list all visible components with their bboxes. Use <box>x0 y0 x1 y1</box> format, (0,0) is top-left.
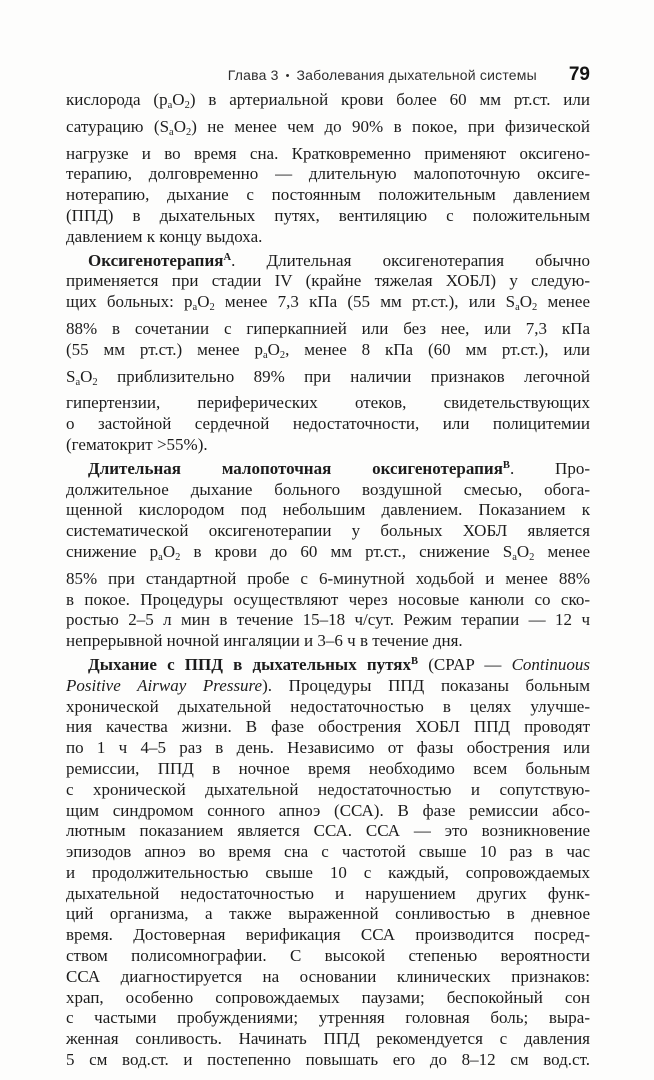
text-line <box>66 367 590 394</box>
text-line <box>66 456 590 480</box>
text-line <box>66 521 590 542</box>
bold-text: Оксигенотерапия <box>88 250 224 270</box>
text-line <box>66 821 590 842</box>
paragraph <box>66 248 590 456</box>
text-run: ростью 2–5 л мин в течение 15–18 ч/сут. Режим терапии — 12 ч <box>66 610 590 630</box>
text-line <box>66 292 590 319</box>
text-run: по 1 ч 4–5 раз в день. Независимо от фазы обострения или <box>66 738 590 758</box>
text-run: храп, особенно сопровождаемых паузами; беспокойный сон <box>66 987 590 1007</box>
bold-text: Дыхание с ППД в дыхательных путях <box>88 654 412 674</box>
text-line <box>66 185 590 206</box>
text-run: ). Процедуры ППД показаны больным <box>262 675 590 695</box>
text-line <box>66 248 590 272</box>
text-line <box>66 1050 590 1071</box>
text-run: менее <box>537 292 591 312</box>
text-line <box>66 925 590 946</box>
subscript-text: а <box>512 551 517 563</box>
text-run: . Про- <box>509 458 590 478</box>
subscript-text: 2 <box>529 551 535 563</box>
text-line <box>66 1008 590 1029</box>
text-line <box>66 480 590 501</box>
text-run: O <box>173 116 186 136</box>
paragraph <box>66 652 590 1071</box>
text-line <box>66 227 590 248</box>
subscript-text: а <box>192 302 198 314</box>
text-line <box>66 967 590 988</box>
text-run: S <box>66 366 76 386</box>
text-run: время. Достоверная верификация ССА производится посред- <box>66 925 590 945</box>
text-line <box>66 206 590 227</box>
text-run: . Длительная оксигенотерапия обычно <box>231 250 590 270</box>
italic-text: Continuous <box>511 654 590 674</box>
text-run: O <box>197 292 210 312</box>
text-run: с хронической дыхательной недостаточностью и сопутствую- <box>66 779 590 799</box>
text-run: менее 7,3 кПа (55 мм рт.ст.), или S <box>214 292 516 312</box>
text-run: ством полисомнографии. С высокой степенью вероятности <box>66 946 590 966</box>
text-run: O <box>172 90 185 109</box>
section-title: Заболевания дыхательной системы <box>296 67 537 83</box>
running-header <box>66 64 590 86</box>
text-run: , менее 8 кПа (60 мм рт.ст.), или <box>285 339 590 359</box>
text-run: O <box>80 366 93 386</box>
text-run: о застойной сердечной недостаточности, или полицитемии <box>66 414 590 434</box>
subscript-text: 2 <box>184 100 190 111</box>
text-run: ) не менее чем до 90% в покое, при физической <box>191 116 590 136</box>
text-line <box>66 780 590 801</box>
text-run: давлением к концу выдоха. <box>66 226 263 246</box>
subscript-text: 2 <box>185 126 192 138</box>
text-line <box>66 738 590 759</box>
subscript-text: а <box>167 100 173 111</box>
text-line <box>66 759 590 780</box>
text-line <box>66 90 590 117</box>
text-run: с частыми пробуждениями; утренняя головная боль; выра- <box>66 1008 590 1028</box>
bold-text: Длительная малопоточная оксигенотерапия <box>88 458 503 478</box>
subscript-text: 2 <box>279 349 286 361</box>
text-run: хронической дыхательной недостаточностью в целях улучше- <box>66 696 590 716</box>
text-line <box>66 319 590 340</box>
text-run: щенной кислородом под небольшим давлением. Показанием к <box>66 500 590 520</box>
text-run: O <box>519 292 533 312</box>
text-line <box>66 117 590 144</box>
text-run: в покое. Процедуры осуществляют через носовые канюли со ско- <box>66 589 590 609</box>
text-line <box>66 610 590 631</box>
paragraph <box>66 90 590 248</box>
text-run: (ППД) в дыхательных путях, вентиляцию с положительным <box>66 205 590 225</box>
text-run: 5 см вод.ст. и постепенно повышать его до 8–12 см вод.ст. <box>66 1050 590 1070</box>
text-run: снижение p <box>66 541 159 561</box>
text-run: лютным показанием является ССА. ССА — это возникновение <box>66 821 590 841</box>
text-run: кислорода (p <box>66 90 168 109</box>
text-line <box>66 946 590 967</box>
text-line <box>66 717 590 738</box>
subscript-text: а <box>158 551 163 563</box>
subscript-text: 2 <box>175 551 181 563</box>
text-line <box>66 904 590 925</box>
text-line <box>66 569 590 590</box>
subscript-text: а <box>515 302 520 314</box>
text-line <box>66 676 590 697</box>
paragraph <box>66 456 590 652</box>
text-line <box>66 1029 590 1050</box>
text-line <box>66 590 590 611</box>
text-run: (55 мм рт.ст.) менее p <box>66 339 263 359</box>
text-line <box>66 435 590 456</box>
italic-text: Positive Airway Pressure <box>66 675 263 695</box>
text-run: нагрузке и во время сна. Кратковременно применяют оксигено- <box>66 143 590 163</box>
page-number: 79 <box>568 64 590 85</box>
text-line <box>66 801 590 822</box>
subscript-text: а <box>169 126 174 138</box>
subscript-text: а <box>75 376 81 388</box>
chapter-label: Глава 3 <box>227 67 279 83</box>
text-run: O <box>516 541 530 561</box>
text-line <box>66 988 590 1009</box>
text-line <box>66 271 590 292</box>
text-line <box>66 164 590 185</box>
text-run: щим синдромом сонного апноэ (ССА). В фазе ремиссии абсо- <box>66 800 590 820</box>
bullet-separator-icon: • <box>285 70 290 82</box>
text-line <box>66 500 590 521</box>
text-run: гипертензии, периферических отеков, свидетельствующих <box>66 393 590 413</box>
text-line <box>66 393 590 414</box>
subscript-text: 2 <box>532 302 538 314</box>
text-run: нотерапию, дыхание с постоянным положительным давлением <box>66 185 590 205</box>
subscript-text: а <box>262 349 268 361</box>
text-run: ния качества жизни. В фазе обострения ХОБЛ ППД проводят <box>66 717 590 737</box>
text-run: O <box>267 339 280 359</box>
text-run: ремиссии, ППД в ночное время необходимо всем больным <box>66 758 590 778</box>
superscript-marker: А <box>223 251 232 263</box>
text-line <box>66 631 590 652</box>
text-line <box>66 542 590 569</box>
text-run: менее <box>534 541 590 561</box>
page-body-text <box>66 90 590 1071</box>
subscript-text: 2 <box>92 376 98 388</box>
text-run: женная сонливость. Начинать ППД рекомендуется с давления <box>66 1029 590 1049</box>
text-run: должительное дыхание больного воздушной смесью, обога- <box>66 479 590 499</box>
text-line <box>66 340 590 367</box>
text-run: эпизодов апноэ во время сна с частотой свыше 10 раз в час <box>66 842 590 862</box>
text-line <box>66 652 590 676</box>
subscript-text: 2 <box>209 302 215 314</box>
text-run: O <box>162 541 176 561</box>
text-run: 88% в сочетании с гиперкапнией или без нее, или 7,3 кПа <box>66 318 590 338</box>
text-run: приблизительно 89% при наличии признаков легочной <box>97 366 590 386</box>
text-run: сатурацию (S <box>66 116 170 136</box>
superscript-marker: В <box>502 459 510 471</box>
text-run: дыхательной недостаточностью и нарушением других функ- <box>66 883 590 903</box>
text-run: щих больных: p <box>66 292 193 312</box>
text-run: 85% при стандартной пробе с 6-минутной ходьбой и менее 88% <box>66 568 590 588</box>
text-line <box>66 414 590 435</box>
text-run: ций организма, а также выраженной сонливостью в дневное <box>66 904 590 924</box>
text-run: в крови до 60 мм рт.ст., снижение S <box>180 541 513 561</box>
text-line <box>66 842 590 863</box>
text-run: (CPAP — <box>418 654 512 674</box>
superscript-marker: В <box>411 655 419 667</box>
text-line <box>66 863 590 884</box>
text-run: ) в артериальной крови более 60 мм рт.ст. или <box>189 90 590 109</box>
text-run: (гематокрит >55%). <box>66 434 208 454</box>
text-run: терапию, долговременно — длительную малопоточную оксиге- <box>66 164 590 184</box>
text-line <box>66 144 590 165</box>
text-run: непрерывной ночной ингаляции и 3–6 ч в течение дня. <box>66 631 463 651</box>
text-run: применяется при стадии IV (крайне тяжелая ХОБЛ) у следую- <box>66 271 590 291</box>
text-run: и продолжительностью свыше 10 с каждый, сопровождаемых <box>66 862 590 882</box>
text-run: систематической оксигенотерапии у больных ХОБЛ является <box>66 521 590 541</box>
text-line <box>66 697 590 718</box>
text-run: ССА диагностируется на основании клинических признаков: <box>66 966 590 986</box>
text-line <box>66 884 590 905</box>
